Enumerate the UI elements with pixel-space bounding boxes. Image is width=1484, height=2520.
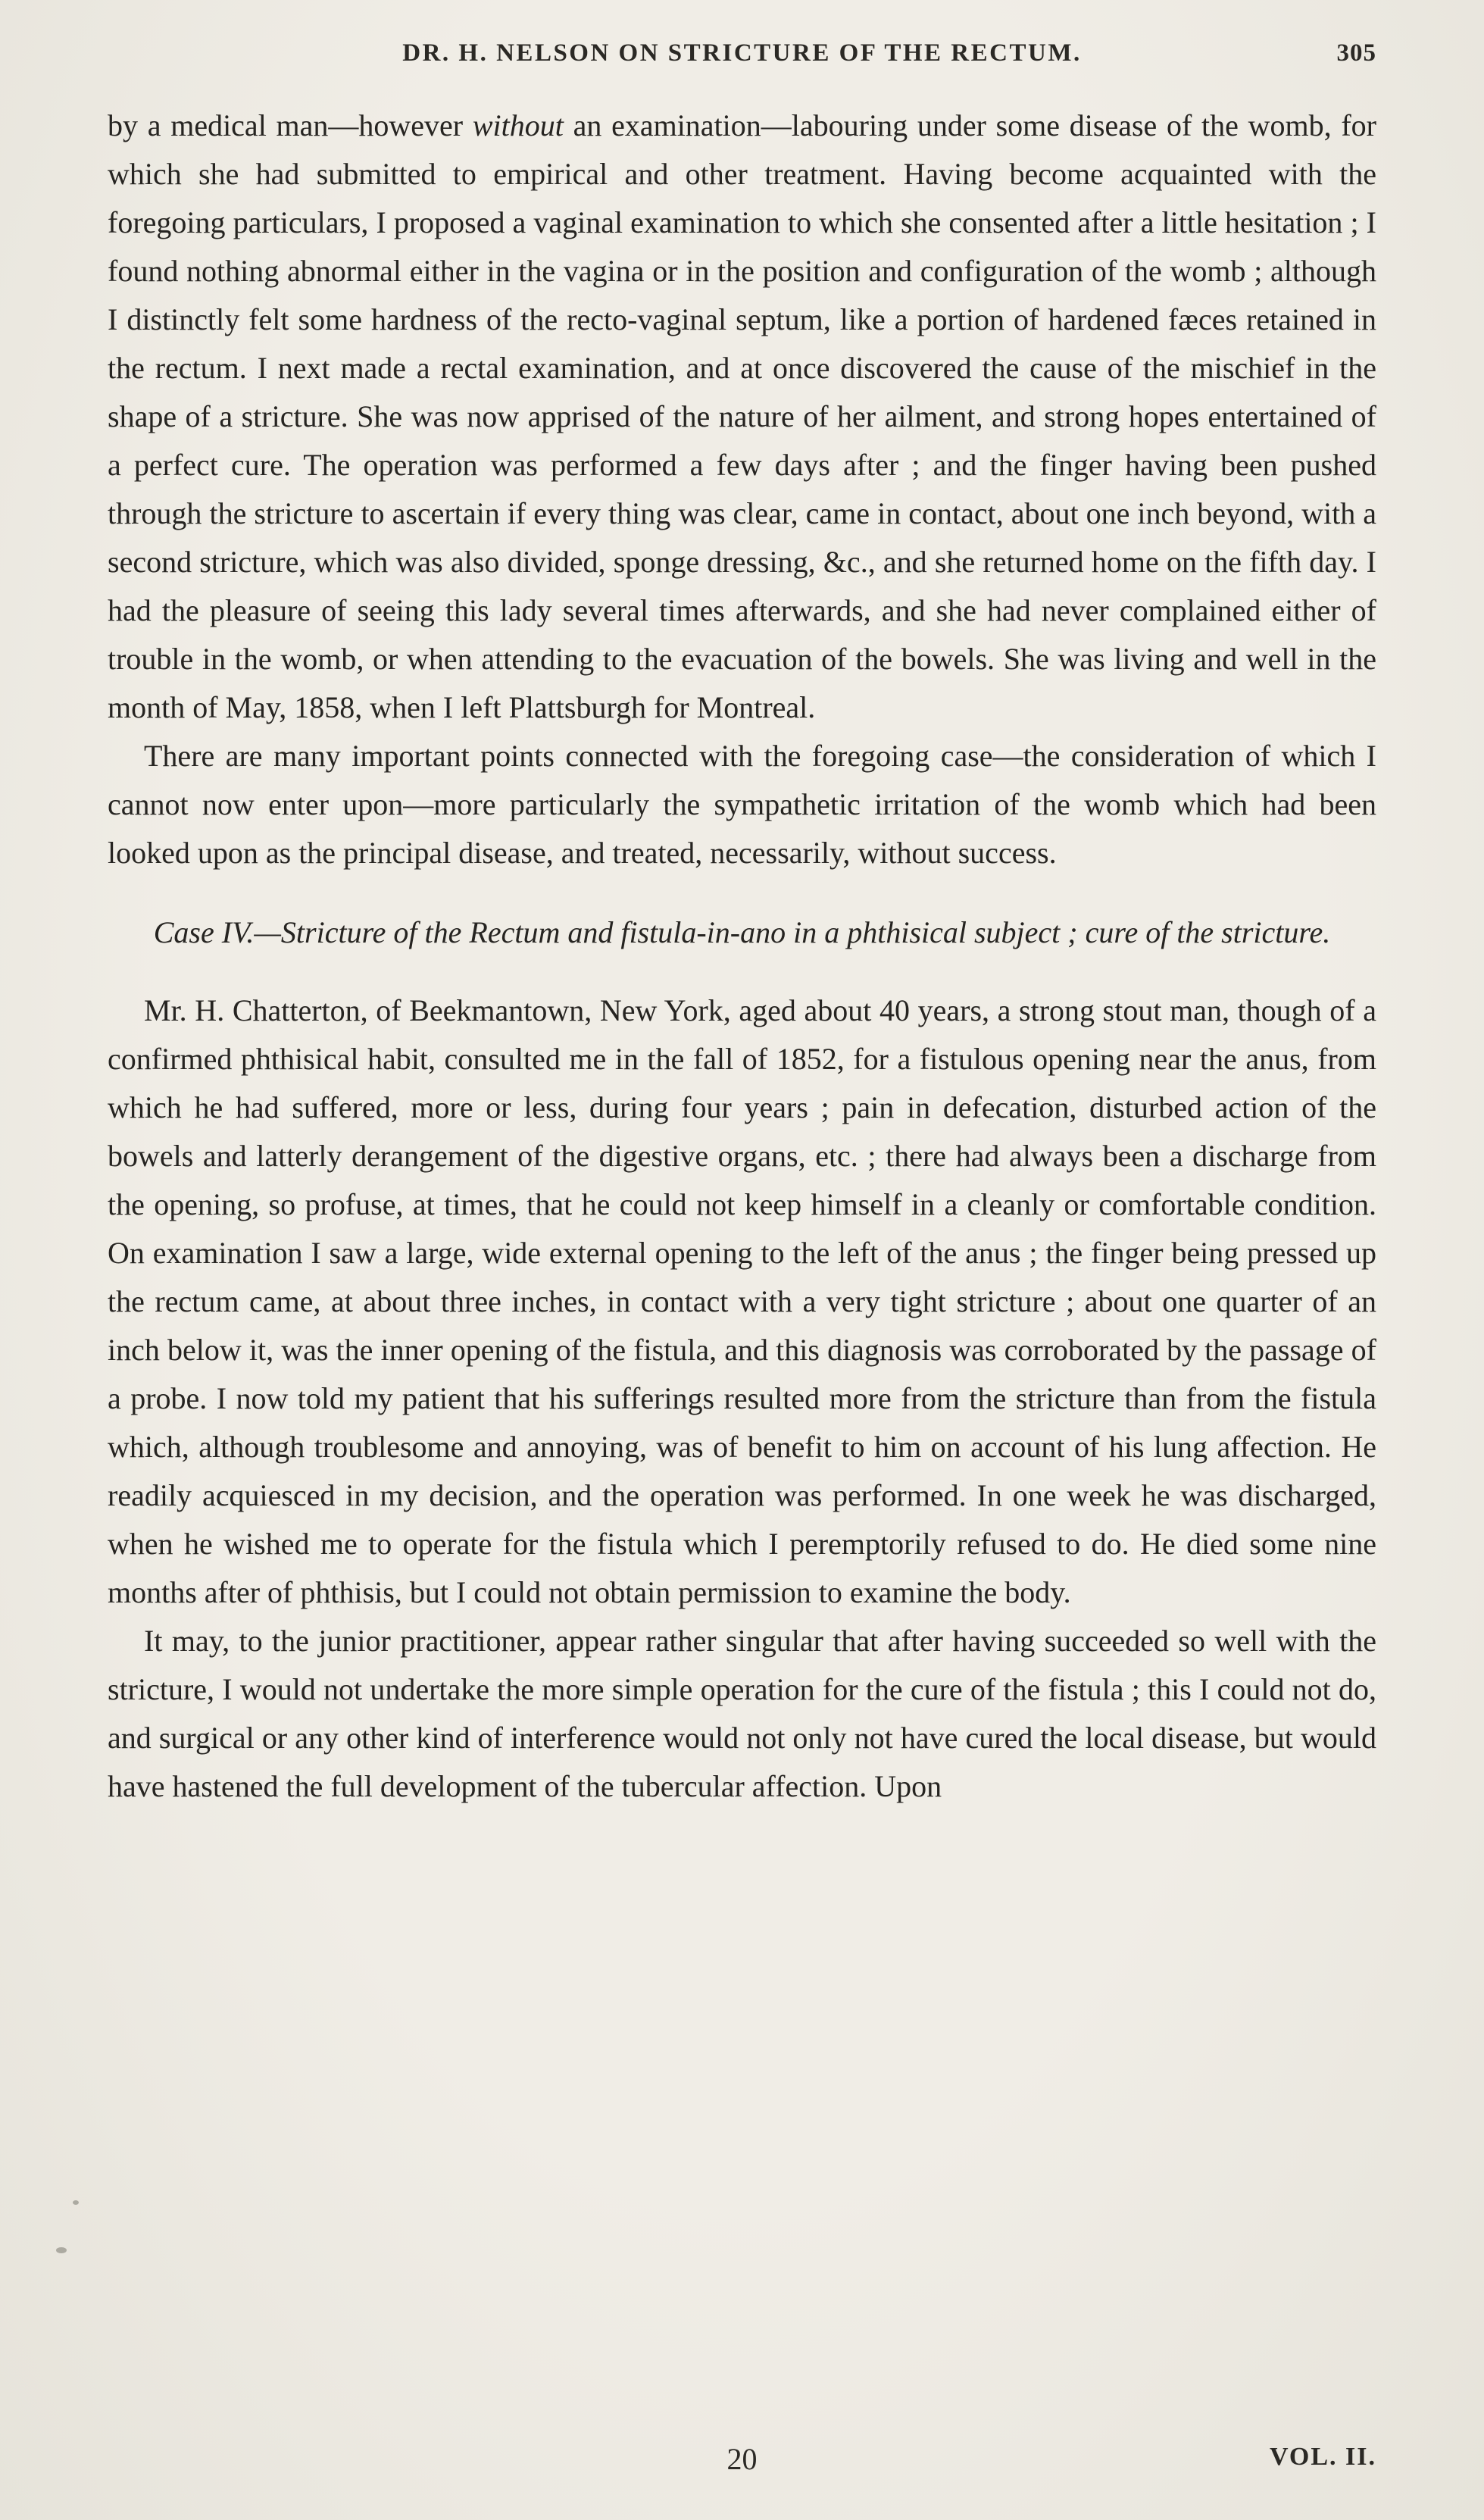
running-title: DR. H. NELSON ON STRICTURE OF THE RECTUM. xyxy=(402,39,1082,67)
scan-speck xyxy=(73,2200,79,2205)
page-footer xyxy=(108,2441,1376,2481)
italic-word: without xyxy=(472,108,564,142)
signature-number: 20 xyxy=(726,2442,758,2476)
paragraph-segment: an examination—labouring under some disease of the womb, for which she had submitted to empirical and other treatment. Having become acquainted with the foregoing particulars, I proposed a vaginal examination to which she consented after a little hesitation ; I found nothing abnormal either in the vagina or in the position and configuration of the womb ; although I distinctly felt some hardness of the recto-vaginal septum, like a portion of hardened fæces retained in the rectum. I next made a rectal examination, and at once discovered the cause of the mischief in the shape of a stricture. She was now apprised of the nature of her ailment, and strong hopes entertained of a perfect cure. The operation was performed a few days after ; and the finger having been pushed through the stricture to ascertain if every thing was clear, came in contact, about one inch beyond, with a second stricture, which was also divided, sponge dressing, &c., and she returned home on the fifth day. I had the pleasure of seeing this lady several times afterwards, and she had never complained either of trouble in the womb, or when attending to the evacuation of the bowels. She was living and well in the month of May, 1858, when I left Plattsburgh for Montreal. xyxy=(108,108,1377,724)
page-header xyxy=(108,38,1376,68)
paragraph-segment: by a medical man—however xyxy=(108,108,473,142)
paragraph: There are many important points connected with the foregoing case—the consideration of which I cannot now enter upon—more particularly the sympathetic irritation of the womb which had been looked upon as the principal disease, and treated, necessarily, without success. xyxy=(108,739,1376,870)
case-heading: Case IV.—Stricture of the Rectum and fistula-in-ano in a phthisical subject ; cure of the stricture. xyxy=(153,915,1331,949)
page-number: 305 xyxy=(1336,39,1376,67)
scan-speck xyxy=(56,2247,67,2253)
page-body xyxy=(108,102,1376,1811)
paragraph-continuation xyxy=(108,102,1376,732)
paragraph: It may, to the junior practitioner, appear rather singular that after having succeeded so well with the stricture, I would not undertake the more simple operation for the cure of the fistula ; this I could not do, and surgical or any other kind of interference would not only not have cured the local disease, but would have hastened the full development of the tubercular affection. Upon xyxy=(108,1624,1376,1803)
paragraph: Mr. H. Chatterton, of Beekmantown, New York, aged about 40 years, a strong stout man, though of a confirmed phthisical habit, consulted me in the fall of 1852, for a fistulous opening near the anus, from which he had suffered, more or less, during four years ; pain in defecation, disturbed action of the bowels and latterly derangement of the digestive organs, etc. ; there had always been a discharge from the opening, so profuse, at times, that he could not keep himself in a cleanly or comfortable condition. On examination I saw a large, wide external opening to the left of the anus ; the finger being pressed up the rectum came, at about three inches, in contact with a very tight stricture ; about one quarter of an inch below it, was the inner opening of the fistula, and this diagnosis was corroborated by the passage of a probe. I now told my patient that his sufferings resulted more from the stricture than from the fistula which, although troublesome and annoying, was of benefit to him on account of his lung affection. He readily acquiesced in my decision, and the operation was performed. In one week he was discharged, when he wished me to operate for the fistula which I peremptorily refused to do. He died some nine months after of phthisis, but I could not obtain permission to examine the body. xyxy=(108,993,1376,1609)
volume-label: VOL. II. xyxy=(1270,2443,1376,2471)
